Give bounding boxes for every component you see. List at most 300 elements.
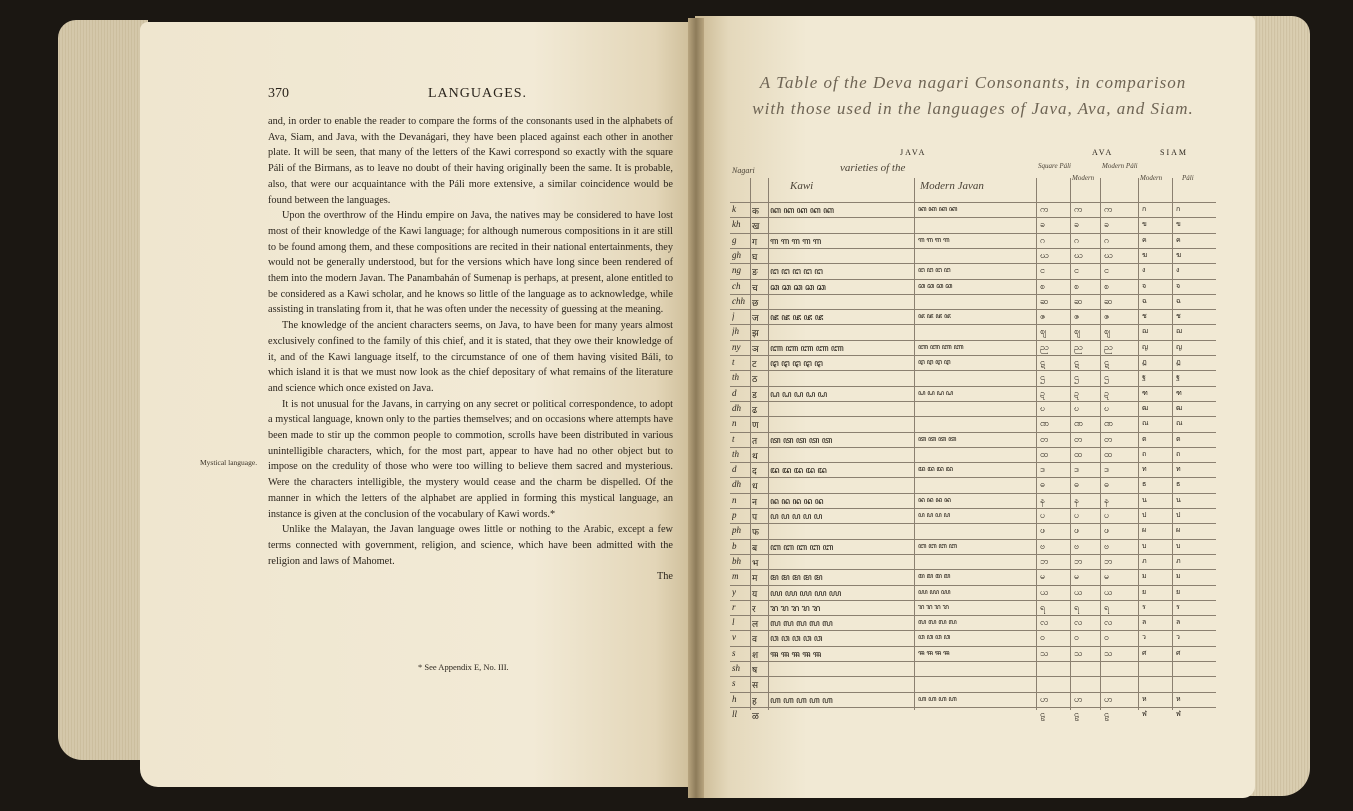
siam-pali-cell: ร bbox=[1176, 602, 1180, 611]
siam-pali-cell: บ bbox=[1176, 541, 1181, 550]
table-column-rule bbox=[1172, 178, 1173, 710]
nagari-cell: र bbox=[752, 603, 756, 614]
nagari-cell: ध bbox=[752, 481, 758, 492]
siam-pali-cell: ณ bbox=[1176, 419, 1183, 428]
ava-modern-cell bbox=[1074, 663, 1098, 677]
square-pali-cell: ယ bbox=[1040, 586, 1049, 597]
sound-cell: g bbox=[732, 234, 737, 245]
ava-modern-cell: ဈ bbox=[1074, 326, 1081, 337]
siam-pali-cell: ต bbox=[1176, 434, 1181, 443]
square-pali-cell: ဗ bbox=[1040, 540, 1046, 551]
ava-modern-cell: ဃ bbox=[1074, 249, 1083, 260]
modern-pali-cell: ခ bbox=[1104, 219, 1110, 230]
kawi-cell bbox=[770, 556, 910, 570]
modern-javan-cell bbox=[918, 372, 1038, 386]
siam-modern-cell: ณ bbox=[1142, 419, 1149, 428]
siam-pali-cell bbox=[1176, 678, 1212, 692]
nagari-cell: थ bbox=[752, 450, 758, 461]
modern-pali-cell: ဆ bbox=[1104, 295, 1113, 306]
kawi-cell bbox=[770, 326, 910, 340]
ava-modern-cell: ဇ bbox=[1074, 311, 1080, 322]
header-square-pali: Square Páli bbox=[1038, 162, 1071, 170]
modern-javan-cell: ꦏ ꦏ ꦏ ꦏ bbox=[918, 205, 958, 213]
modern-pali-cell: ဖ bbox=[1104, 525, 1110, 536]
siam-pali-cell: ล bbox=[1176, 618, 1181, 627]
sound-cell: p bbox=[732, 510, 737, 520]
nagari-cell: म bbox=[752, 573, 758, 584]
nagari-cell: ञ bbox=[752, 343, 759, 354]
nagari-cell: भ bbox=[752, 557, 759, 568]
kawi-cell bbox=[770, 678, 910, 692]
kawi-cell bbox=[770, 403, 910, 417]
kawi-cell bbox=[770, 372, 910, 386]
sound-cell: jh bbox=[732, 326, 740, 337]
kawi-cell: ꦭ ꦭ ꦭ ꦭ ꦭ bbox=[770, 618, 833, 629]
sound-cell: h bbox=[732, 693, 737, 704]
running-title: LANGUAGES. bbox=[428, 86, 528, 101]
siam-modern-cell: ฬ bbox=[1142, 709, 1147, 718]
kawi-cell bbox=[770, 663, 910, 677]
square-pali-cell: ည bbox=[1040, 341, 1049, 352]
modern-pali-cell: ဌ bbox=[1104, 372, 1109, 383]
sound-cell: chh bbox=[732, 295, 745, 306]
modern-pali-cell bbox=[1104, 663, 1134, 677]
nagari-cell: ट bbox=[752, 359, 757, 369]
modern-pali-cell: သ bbox=[1104, 647, 1113, 658]
siam-modern-cell: ภ bbox=[1142, 556, 1147, 565]
siam-pali-cell: ญ bbox=[1176, 342, 1182, 351]
kawi-cell bbox=[770, 525, 910, 539]
modern-pali-cell bbox=[1104, 678, 1134, 692]
kawi-cell: ꦚ ꦚ ꦚ ꦚ ꦚ bbox=[770, 342, 844, 353]
modern-pali-cell: ဝ bbox=[1104, 632, 1110, 643]
siam-pali-cell: ศ bbox=[1176, 648, 1181, 657]
siam-modern-cell: จ bbox=[1142, 281, 1147, 290]
siam-pali-cell: ท bbox=[1176, 465, 1181, 474]
plate-title bbox=[738, 70, 1208, 122]
siam-modern-cell: ฌ bbox=[1142, 327, 1148, 336]
ava-modern-cell: ည bbox=[1074, 341, 1083, 352]
modern-pali-cell: ဋ bbox=[1104, 357, 1109, 367]
sound-cell: n bbox=[732, 418, 737, 429]
kawi-cell bbox=[770, 296, 910, 310]
ava-modern-cell: လ bbox=[1074, 617, 1083, 628]
kawi-cell bbox=[770, 709, 910, 723]
modern-javan-cell: ꦩ ꦩ ꦩ ꦩ bbox=[918, 572, 951, 581]
nagari-cell: ठ bbox=[752, 374, 758, 385]
siam-pali-cell: ม bbox=[1176, 572, 1181, 581]
modern-javan-cell: ꦕ ꦕ ꦕ ꦕ bbox=[918, 281, 953, 290]
square-pali-cell: ဏ bbox=[1040, 418, 1050, 429]
sound-cell: kh bbox=[732, 219, 741, 230]
modern-pali-cell: ဒ bbox=[1104, 464, 1109, 475]
siam-pali-cell: ฐ bbox=[1176, 373, 1180, 382]
modern-pali-cell: န bbox=[1104, 494, 1109, 505]
modern-javan-cell: ꦭ ꦭ ꦭ ꦭ bbox=[918, 618, 957, 627]
square-pali-cell: ပ bbox=[1040, 510, 1046, 520]
paragraph: It is not unusual for the Javans, in carrying on any secret or political correspondence, to adopt a mystical language, known only to the parties themselves; and on occasions where attempts have been made to stir up the common people to commotion, scrolls have been distributed in various unintelligible characters, which, for the most part, appear to have had no other object but to impose on the credulity of those who were too willing to believe them sacred and mysterious. Were the characters intelligible, the mystery would cease and the charm be dispelled. Of the manner in which the letters of the alphabet are applied in forming this mystical language, an instance is given at the conclusion of the vocabulary of Kawi words.* bbox=[268, 398, 673, 520]
siam-pali-cell: ธ bbox=[1176, 480, 1181, 489]
body-text bbox=[268, 114, 673, 585]
siam-pali-cell: ผ bbox=[1176, 526, 1181, 535]
header-ava: AVA bbox=[1092, 148, 1114, 157]
header-siam-pali: Páli bbox=[1182, 174, 1194, 182]
sound-cell: s bbox=[732, 647, 736, 658]
nagari-cell: छ bbox=[752, 297, 759, 308]
siam-pali-cell: ง bbox=[1176, 266, 1180, 275]
sound-cell: s bbox=[732, 678, 736, 689]
siam-pali-cell: จ bbox=[1176, 281, 1181, 290]
header-modern: Modern bbox=[1072, 174, 1095, 182]
siam-modern-cell: ร bbox=[1142, 602, 1146, 611]
header-siam-modern: Modern bbox=[1140, 174, 1163, 182]
ava-modern-cell: ဏ bbox=[1074, 418, 1084, 429]
kawi-cell: ꦠ ꦠ ꦠ ꦠ ꦠ bbox=[770, 434, 833, 445]
nagari-cell: ज bbox=[752, 313, 759, 324]
square-pali-cell: ရ bbox=[1040, 601, 1046, 612]
kawi-cell bbox=[770, 219, 910, 233]
square-pali-cell: ဎ bbox=[1040, 402, 1046, 413]
siam-modern-cell: ก bbox=[1142, 205, 1147, 213]
modern-javan-cell: ꦮ ꦮ ꦮ ꦮ bbox=[918, 633, 951, 642]
modern-pali-cell: ဈ bbox=[1104, 326, 1111, 337]
square-pali-cell: ဘ bbox=[1040, 555, 1049, 566]
modern-javan-cell bbox=[918, 678, 1038, 692]
nagari-cell: ल bbox=[752, 619, 759, 630]
ava-modern-cell: သ bbox=[1074, 647, 1083, 658]
siam-modern-cell bbox=[1142, 678, 1168, 692]
ava-modern-cell bbox=[1074, 678, 1098, 692]
ava-modern-cell: ပ bbox=[1074, 510, 1080, 520]
square-pali-cell: မ bbox=[1040, 571, 1046, 582]
modern-javan-cell bbox=[918, 449, 1038, 463]
modern-pali-cell: ပ bbox=[1104, 510, 1110, 520]
modern-javan-cell: ꦛ ꦛ ꦛ ꦛ bbox=[918, 358, 951, 366]
siam-pali-cell: ข bbox=[1176, 220, 1181, 229]
siam-pali-cell: ฉ bbox=[1176, 296, 1181, 305]
header-nagari: Nagari bbox=[732, 166, 755, 175]
siam-modern-cell: ญ bbox=[1142, 342, 1148, 351]
square-pali-cell bbox=[1040, 678, 1068, 692]
square-pali-cell: ဂ bbox=[1040, 234, 1046, 245]
nagari-cell: ब bbox=[752, 542, 758, 553]
modern-javan-cell: ꦗ ꦗ ꦗ ꦗ bbox=[918, 312, 951, 321]
siam-modern-cell bbox=[1142, 663, 1168, 677]
sound-cell: ll bbox=[732, 708, 738, 719]
nagari-cell: ळ bbox=[752, 710, 759, 721]
square-pali-cell: န bbox=[1040, 494, 1045, 505]
modern-pali-cell: တ bbox=[1104, 433, 1113, 444]
modern-pali-cell: ဃ bbox=[1104, 249, 1113, 260]
nagari-cell: य bbox=[752, 588, 758, 599]
ava-modern-cell: င bbox=[1074, 265, 1079, 276]
ava-modern-cell: န bbox=[1074, 494, 1079, 505]
siam-pali-cell: ฒ bbox=[1176, 403, 1183, 412]
sound-cell: th bbox=[732, 372, 740, 383]
siam-modern-cell: ป bbox=[1142, 511, 1147, 519]
kawi-cell: ꦛ ꦛ ꦛ ꦛ ꦛ bbox=[770, 358, 823, 368]
sound-cell: t bbox=[732, 433, 735, 444]
modern-javan-cell: ꦠ ꦠ ꦠ ꦠ bbox=[918, 434, 957, 443]
ava-modern-cell: ဗ bbox=[1074, 540, 1080, 551]
nagari-cell: च bbox=[752, 282, 758, 293]
siam-modern-cell: ฑ bbox=[1142, 388, 1148, 397]
kawi-cell bbox=[770, 418, 910, 432]
modern-javan-cell: ꦔ ꦔ ꦔ ꦔ bbox=[918, 266, 951, 275]
modern-javan-cell bbox=[918, 403, 1038, 417]
ava-modern-cell: တ bbox=[1074, 433, 1083, 444]
modern-pali-cell: ဍ bbox=[1104, 387, 1109, 398]
kawi-cell: ꦧ ꦧ ꦧ ꦧ ꦧ bbox=[770, 541, 834, 552]
paragraph: and, in order to enable the reader to compare the forms of the consonants used in the alphabets of Ava, Siam, and Java, with the Devanágari, they have been placed against each other in another plate. It will be seen, that many of the letters of the Kawi correspond so exactly with the square Páli of the Birmans, as to leave no doubt of their having originally been the same. It is probable, also, that were our acquaintance with the Páli more extensive, a similar coincidence would be found between the languages. bbox=[268, 116, 673, 206]
siam-modern-cell: ล bbox=[1142, 618, 1147, 627]
kawi-cell: ꦒ ꦒ ꦒ ꦒ ꦒ bbox=[770, 235, 822, 246]
square-pali-cell: ဖ bbox=[1040, 525, 1046, 536]
ava-modern-cell: စ bbox=[1074, 280, 1080, 291]
square-pali-cell: ဃ bbox=[1040, 249, 1049, 260]
square-pali-cell: က bbox=[1040, 204, 1049, 214]
sound-cell: l bbox=[732, 617, 735, 628]
modern-pali-cell: ဓ bbox=[1104, 479, 1110, 490]
siam-pali-cell: ค bbox=[1176, 235, 1181, 244]
square-pali-cell: င bbox=[1040, 265, 1045, 276]
modern-pali-cell: င bbox=[1104, 265, 1109, 276]
sound-cell: gh bbox=[732, 249, 741, 260]
nagari-cell: त bbox=[752, 435, 758, 446]
square-pali-cell: တ bbox=[1040, 433, 1049, 444]
siam-pali-cell: ฆ bbox=[1176, 250, 1182, 259]
modern-pali-cell: ဗ bbox=[1104, 540, 1110, 551]
siam-modern-cell: ย bbox=[1142, 587, 1147, 596]
modern-javan-cell: ꦒ ꦒ ꦒ ꦒ bbox=[918, 235, 950, 244]
footnote: * See Appendix E, No. III. bbox=[418, 662, 509, 672]
sound-cell: dh bbox=[732, 479, 741, 490]
square-pali-cell: ခ bbox=[1040, 219, 1046, 230]
modern-javan-cell: ꦢ ꦢ ꦢ ꦢ bbox=[918, 465, 954, 474]
siam-modern-cell: ผ bbox=[1142, 526, 1147, 535]
siam-modern-cell: ค bbox=[1142, 235, 1147, 244]
modern-pali-cell: ဎ bbox=[1104, 402, 1110, 413]
siam-pali-cell: ภ bbox=[1176, 556, 1181, 565]
siam-modern-cell: ฏ bbox=[1142, 358, 1147, 366]
paragraph: Upon the overthrow of the Hindu empire on Java, the natives may be considered to have lost most of their knowledge of the Kawi language; for although numerous compositions in it are still to be found among them, and these compositions are recited in their national entertainments, they would not be generally understood, but for the versions which have long since been rendered of them into the modern Javan. The Panambahán of Sumenap is perhaps, at present, alone entitled to be considered as a Kawi scholar, and he knows so little of the language as to acknowledge, while assisting in translating from it, that he was often under the necessity of guessing at the meaning. bbox=[268, 210, 673, 316]
modern-javan-cell bbox=[918, 525, 1038, 539]
siam-pali-cell: ย bbox=[1176, 587, 1181, 596]
siam-pali-cell: ว bbox=[1176, 633, 1180, 642]
nagari-cell: फ bbox=[752, 527, 759, 538]
kawi-cell: ꦯ ꦯ ꦯ ꦯ ꦯ bbox=[770, 648, 822, 659]
siam-modern-cell: ฆ bbox=[1142, 250, 1148, 259]
sound-cell: b bbox=[732, 540, 737, 551]
modern-pali-cell: ထ bbox=[1104, 448, 1113, 459]
siam-pali-cell: ฏ bbox=[1176, 358, 1181, 366]
header-siam: SIAM bbox=[1160, 148, 1189, 157]
table-row bbox=[730, 707, 1216, 724]
siam-modern-cell: ช bbox=[1142, 312, 1147, 321]
modern-javan-cell: ꦲ ꦲ ꦲ ꦲ bbox=[918, 694, 957, 703]
modern-pali-cell: ဏ bbox=[1104, 418, 1114, 429]
kawi-cell: ꦝ ꦝ ꦝ ꦝ ꦝ bbox=[770, 388, 828, 399]
square-pali-cell: သ bbox=[1040, 647, 1049, 658]
modern-javan-cell: ꦪ ꦪ ꦪ bbox=[918, 587, 951, 596]
paragraph: The knowledge of the ancient characters seems, on Java, to have been for many years almost exclusively confined to the family of this chief, and it is stated, that they owe their knowledge of it, and of the Kawi language itself, to the circumstance of one of them having visited Báli, to which island it is that we must now look as the chief depositary of what remains of the literature and science which once existed on Java. bbox=[268, 320, 673, 394]
siam-modern-cell: ต bbox=[1142, 434, 1147, 443]
kawi-cell: ꦥ ꦥ ꦥ ꦥ ꦥ bbox=[770, 511, 823, 521]
nagari-cell: ख bbox=[752, 221, 760, 232]
sound-cell: k bbox=[732, 204, 736, 214]
sound-cell: ny bbox=[732, 341, 741, 352]
nagari-cell: श bbox=[752, 649, 759, 660]
modern-javan-cell bbox=[918, 663, 1038, 677]
modern-javan-cell bbox=[918, 418, 1038, 432]
nagari-cell: व bbox=[752, 634, 758, 645]
sound-cell: n bbox=[732, 494, 737, 505]
table-column-rule bbox=[914, 178, 915, 710]
ava-modern-cell: ဍ bbox=[1074, 387, 1079, 398]
square-pali-cell bbox=[1040, 663, 1068, 677]
ava-modern-cell: ဟ bbox=[1074, 693, 1083, 704]
ava-modern-cell: ဂ bbox=[1074, 234, 1080, 245]
modern-javan-cell bbox=[918, 479, 1038, 493]
siam-modern-cell: ถ bbox=[1142, 449, 1147, 458]
page-number: 370 bbox=[268, 86, 289, 101]
square-pali-cell: လ bbox=[1040, 617, 1049, 628]
table-column-rule bbox=[1036, 178, 1037, 710]
nagari-cell: क bbox=[752, 206, 759, 216]
siam-pali-cell: ห bbox=[1176, 694, 1181, 703]
siam-pali-cell: ช bbox=[1176, 312, 1181, 321]
modern-pali-cell: လ bbox=[1104, 617, 1113, 628]
ava-modern-cell: ထ bbox=[1074, 448, 1083, 459]
nagari-cell: ड bbox=[752, 389, 757, 400]
square-pali-cell: ဝ bbox=[1040, 632, 1046, 643]
kawi-cell bbox=[770, 479, 910, 493]
kawi-cell: ꦩ ꦩ ꦩ ꦩ ꦩ bbox=[770, 572, 823, 583]
modern-javan-cell bbox=[918, 250, 1038, 264]
siam-modern-cell: ท bbox=[1142, 465, 1147, 474]
modern-javan-cell: ꦝ ꦝ ꦝ ꦝ bbox=[918, 388, 954, 397]
nagari-cell: घ bbox=[752, 251, 758, 262]
catchword: The bbox=[656, 571, 673, 583]
modern-pali-cell: ဇ bbox=[1104, 311, 1110, 322]
header-java: JAVA bbox=[900, 148, 927, 157]
sound-cell: bh bbox=[732, 555, 741, 566]
modern-pali-cell: က bbox=[1104, 204, 1113, 214]
square-pali-cell: ဋ bbox=[1040, 357, 1045, 367]
siam-modern-cell: ว bbox=[1142, 633, 1146, 642]
sound-cell: y bbox=[732, 586, 736, 597]
siam-pali-cell: ถ bbox=[1176, 449, 1181, 458]
header-varieties: varieties of the bbox=[840, 162, 906, 174]
table-column-rule bbox=[768, 178, 769, 710]
sound-cell: v bbox=[732, 632, 736, 643]
ava-modern-cell: ဝ bbox=[1074, 632, 1080, 643]
modern-pali-cell: ဟ bbox=[1104, 693, 1113, 704]
siam-modern-cell: ฒ bbox=[1142, 403, 1149, 412]
paragraph: Unlike the Malayan, the Javan language owes little or nothing to the Arabic, except a few terms connected with government, religion, and science, which have been admitted with the religion and laws of Mahomet. bbox=[268, 524, 673, 567]
kawi-cell: ꦏ ꦏ ꦏ ꦏ ꦏ bbox=[770, 205, 834, 215]
siam-modern-cell: ห bbox=[1142, 694, 1147, 703]
modern-javan-cell: ꦫ ꦫ ꦫ ꦫ bbox=[918, 602, 949, 611]
ava-modern-cell: ရ bbox=[1074, 601, 1080, 612]
siam-modern-cell: น bbox=[1142, 495, 1147, 504]
ava-modern-cell: ဌ bbox=[1074, 372, 1079, 383]
modern-pali-cell: ယ bbox=[1104, 586, 1113, 597]
modern-pali-cell: ဠ bbox=[1104, 708, 1110, 719]
siam-modern-cell: ข bbox=[1142, 220, 1147, 229]
siam-pali-cell: ฬ bbox=[1176, 709, 1181, 718]
modern-javan-cell bbox=[918, 219, 1038, 233]
ava-modern-cell: မ bbox=[1074, 571, 1080, 582]
siam-pali-cell bbox=[1176, 663, 1212, 677]
table-column-rule bbox=[1138, 178, 1139, 710]
siam-pali-cell: ก bbox=[1176, 205, 1181, 213]
ava-modern-cell: ဆ bbox=[1074, 295, 1083, 306]
modern-pali-cell: ရ bbox=[1104, 601, 1110, 612]
ava-modern-cell: ခ bbox=[1074, 219, 1080, 230]
nagari-cell: ङ bbox=[752, 267, 758, 278]
square-pali-cell: ဇ bbox=[1040, 311, 1046, 322]
modern-javan-cell: ꦧ ꦧ ꦧ ꦧ bbox=[918, 541, 958, 550]
left-page-edges bbox=[58, 20, 148, 760]
nagari-cell: ढ bbox=[752, 404, 758, 415]
ava-modern-cell: ဋ bbox=[1074, 357, 1079, 367]
side-note: Mystical language. bbox=[200, 458, 258, 467]
sound-cell: th bbox=[732, 448, 740, 459]
siam-modern-cell: ธ bbox=[1142, 480, 1147, 489]
nagari-cell: ण bbox=[752, 420, 759, 431]
modern-javan-cell: ꦥ ꦥ ꦥ ꦥ bbox=[918, 511, 951, 519]
siam-modern-cell: ม bbox=[1142, 572, 1147, 581]
sound-cell: ch bbox=[732, 280, 741, 291]
modern-pali-cell: ဂ bbox=[1104, 234, 1110, 245]
nagari-cell: ग bbox=[752, 236, 758, 247]
sound-cell: m bbox=[732, 571, 739, 582]
siam-modern-cell: บ bbox=[1142, 541, 1147, 550]
square-pali-cell: ဌ bbox=[1040, 372, 1045, 383]
siam-modern-cell: ศ bbox=[1142, 648, 1147, 657]
siam-pali-cell: ฑ bbox=[1176, 388, 1182, 397]
siam-pali-cell: น bbox=[1176, 495, 1181, 504]
nagari-cell: प bbox=[752, 512, 758, 522]
header-kawi: Kawi bbox=[790, 180, 814, 192]
siam-pali-cell: ป bbox=[1176, 511, 1181, 519]
consonant-table bbox=[730, 140, 1216, 720]
header-modern-javan: Modern Javan bbox=[920, 180, 984, 192]
kawi-cell: ꦢ ꦢ ꦢ ꦢ ꦢ bbox=[770, 465, 827, 476]
square-pali-cell: ဠ bbox=[1040, 708, 1046, 719]
plate-title-line: A Table of the Deva nagari Consonants, in comparison bbox=[759, 73, 1187, 92]
modern-pali-cell: ည bbox=[1104, 341, 1113, 352]
square-pali-cell: ဍ bbox=[1040, 387, 1045, 398]
kawi-cell: ꦫ ꦫ ꦫ ꦫ ꦫ bbox=[770, 602, 821, 613]
modern-javan-cell bbox=[918, 296, 1038, 310]
siam-modern-cell: ง bbox=[1142, 266, 1146, 275]
nagari-cell: न bbox=[752, 496, 757, 507]
ava-modern-cell: ဠ bbox=[1074, 708, 1080, 719]
sound-cell: sh bbox=[732, 663, 741, 673]
kawi-cell bbox=[770, 250, 910, 264]
sound-cell: d bbox=[732, 387, 737, 398]
modern-javan-cell bbox=[918, 326, 1038, 340]
kawi-cell: ꦮ ꦮ ꦮ ꦮ ꦮ bbox=[770, 633, 823, 644]
nagari-cell: झ bbox=[752, 328, 759, 339]
modern-javan-cell: ꦚ ꦚ ꦚ ꦚ bbox=[918, 342, 964, 351]
kawi-cell: ꦤ ꦤ ꦤ ꦤ ꦤ bbox=[770, 495, 824, 506]
nagari-cell: द bbox=[752, 466, 757, 477]
table-column-rule bbox=[1070, 178, 1071, 710]
plate-title-line: with those used in the languages of Java, Ava, and Siam. bbox=[752, 99, 1194, 118]
